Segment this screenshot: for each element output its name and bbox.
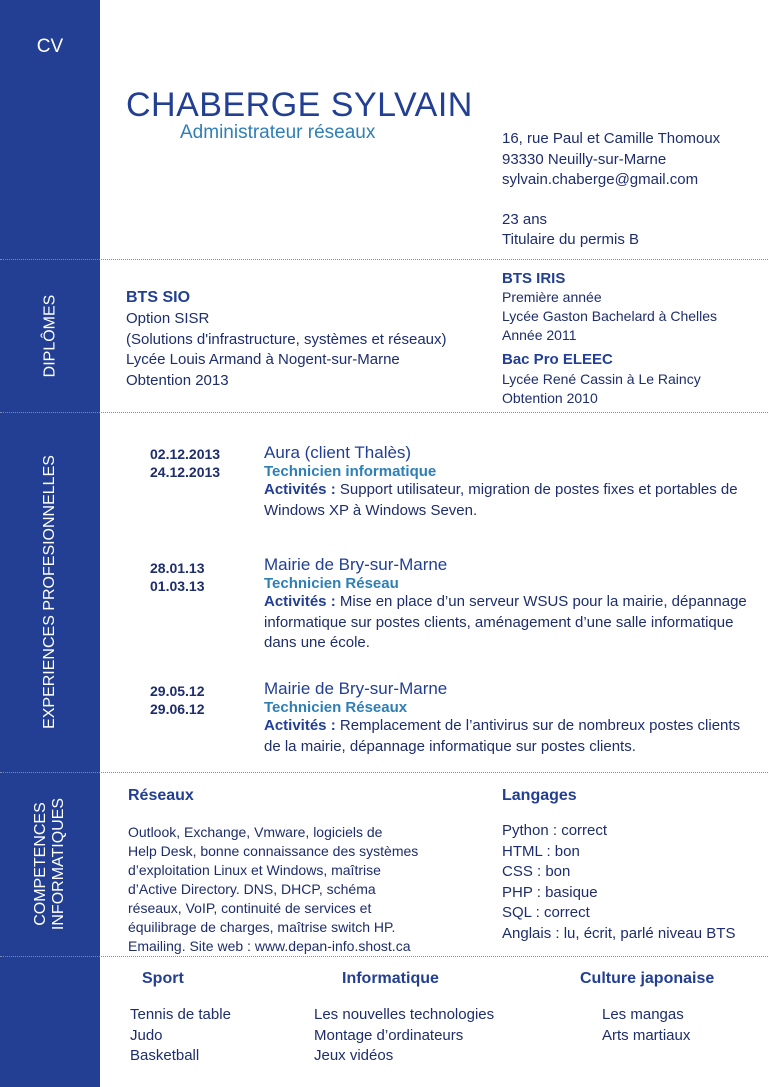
section-divider bbox=[0, 956, 768, 957]
experience-item bbox=[264, 555, 754, 654]
experience-company: Mairie de Bry-sur-Marne bbox=[264, 555, 448, 574]
diploma-title: Bac Pro ELEEC bbox=[502, 351, 613, 368]
interest-title: Sport bbox=[142, 970, 184, 987]
section-label-competences bbox=[0, 772, 100, 956]
diploma-bac-pro bbox=[502, 351, 701, 408]
age: 23 ans bbox=[502, 210, 548, 228]
skills-languages bbox=[502, 787, 735, 944]
skills-language-line: Anglais : lu, écrit, parlé niveau BTS bbox=[502, 924, 736, 942]
interest-list bbox=[130, 1005, 231, 1067]
experience-dates bbox=[150, 445, 220, 481]
diploma-line: Lycée Gaston Bachelard à Chelles bbox=[502, 308, 718, 324]
interest-item: Basketball bbox=[130, 1047, 200, 1064]
section-label-competences-text bbox=[32, 798, 68, 930]
skills-language-line: Python : correct bbox=[502, 822, 608, 839]
experience-role: Technicien informatique bbox=[264, 463, 437, 480]
interest-title: Informatique bbox=[342, 970, 439, 987]
activities-label: Activités : bbox=[264, 717, 336, 734]
section-label-experiences-text: EXPERIENCES PROFESIONNELLES bbox=[41, 455, 59, 729]
cv-label: CV bbox=[36, 36, 64, 57]
driving-license: Titulaire du permis B bbox=[502, 231, 639, 248]
interest-item: Montage d’ordinateurs bbox=[314, 1026, 464, 1044]
job-title: Administrateur réseaux bbox=[180, 122, 376, 143]
activities-text: Mise en place d’un serveur WSUS pour la mairie, dépannage informatique sur postes clients, aménagement d’une salle informatique dans une école. bbox=[264, 593, 747, 651]
section-divider bbox=[0, 772, 768, 773]
diploma-line: Lycée René Cassin à Le Raincy bbox=[502, 371, 701, 387]
skills-network-line: réseaux, VoIP, continuité de services et bbox=[128, 900, 372, 916]
interest-item: Arts martiaux bbox=[602, 1026, 691, 1044]
sidebar bbox=[0, 0, 100, 1087]
skills-language-line: CSS : bon bbox=[502, 863, 571, 880]
diploma-title: BTS IRIS bbox=[502, 270, 566, 287]
diploma-title: BTS SIO bbox=[126, 289, 191, 306]
experience-dates bbox=[150, 559, 205, 595]
section-label-diplomes-text: DIPLÔMES bbox=[41, 294, 58, 378]
experience-date-end: 24.12.2013 bbox=[150, 464, 221, 480]
diploma-bts-iris bbox=[502, 270, 717, 345]
interest-item: Les nouvelles technologies bbox=[314, 1006, 495, 1023]
activities-text: Support utilisateur, migration de postes fixes et portables de Windows XP à Windows Seven. bbox=[264, 481, 738, 519]
skills-network-list bbox=[128, 823, 418, 956]
section-divider bbox=[0, 259, 768, 260]
skills-language-line: HTML : bon bbox=[502, 842, 580, 860]
activities-label: Activités : bbox=[264, 481, 336, 498]
skills-network bbox=[128, 787, 418, 956]
interest-informatique bbox=[314, 970, 494, 1067]
skills-network-line: Help Desk, bonne connaissance des systèmes bbox=[128, 843, 419, 859]
skills-network-line: Emailing. Site web : www.depan-info.shost.ca bbox=[128, 938, 411, 954]
diploma-line: Année 2011 bbox=[502, 327, 577, 343]
experience-date-start: 29.05.12 bbox=[150, 683, 205, 699]
section-divider bbox=[0, 412, 768, 413]
interest-culture bbox=[580, 970, 714, 1046]
interest-item: Jeux vidéos bbox=[314, 1047, 394, 1064]
section-label-experiences bbox=[0, 412, 100, 772]
interest-item: Les mangas bbox=[602, 1006, 684, 1023]
experience-date-end: 01.03.13 bbox=[150, 578, 205, 594]
skills-network-line: d’Active Directory. DNS, DHCP, schéma bbox=[128, 881, 376, 897]
experience-item bbox=[264, 679, 754, 757]
experience-activities bbox=[264, 592, 754, 654]
skills-network-title: Réseaux bbox=[128, 787, 194, 804]
experience-role: Technicien Réseau bbox=[264, 575, 399, 592]
interest-list bbox=[602, 1005, 714, 1046]
experience-company: Aura (client Thalès) bbox=[264, 443, 412, 462]
interest-title: Culture japonaise bbox=[580, 970, 715, 987]
interest-sport bbox=[130, 970, 231, 1067]
experience-date-start: 28.01.13 bbox=[150, 560, 205, 576]
diploma-line: Première année bbox=[502, 289, 602, 305]
section-label-diplomes bbox=[0, 260, 100, 412]
experience-item bbox=[264, 443, 754, 521]
diploma-bts-sio bbox=[126, 289, 447, 391]
diploma-line: Obtention 2010 bbox=[502, 390, 598, 406]
experience-activities bbox=[264, 716, 754, 757]
skills-language-line: SQL : correct bbox=[502, 904, 590, 921]
section-label-competences-line2: INFORMATIQUES bbox=[50, 797, 67, 931]
experience-dates bbox=[150, 682, 205, 718]
interest-item: Tennis de table bbox=[130, 1006, 231, 1023]
skills-languages-list bbox=[502, 821, 735, 944]
address-line-2: 93330 Neuilly-sur-Marne bbox=[502, 150, 667, 168]
activities-label: Activités : bbox=[264, 593, 336, 610]
skills-languages-title: Langages bbox=[502, 787, 577, 804]
interest-item: Judo bbox=[130, 1026, 163, 1044]
diploma-line: Option SISR bbox=[126, 310, 210, 327]
skills-network-line: Outlook, Exchange, Vmware, logiciels de bbox=[128, 824, 383, 840]
diploma-line: Lycée Louis Armand à Nogent-sur-Marne bbox=[126, 351, 400, 368]
email[interactable]: sylvain.chaberge@gmail.com bbox=[502, 171, 699, 188]
experience-date-end: 29.06.12 bbox=[150, 701, 205, 717]
skills-language-line: PHP : basique bbox=[502, 883, 598, 901]
experience-company: Mairie de Bry-sur-Marne bbox=[264, 679, 448, 698]
skills-network-line: d’exploitation Linux et Windows, maîtrise bbox=[128, 862, 381, 878]
diploma-line: (Solutions d'infrastructure, systèmes et réseaux) bbox=[126, 330, 447, 348]
section-label-competences-line1: COMPETENCES bbox=[32, 802, 49, 926]
interest-list bbox=[314, 1005, 494, 1067]
experience-role: Technicien Réseaux bbox=[264, 699, 408, 716]
address-line-1: 16, rue Paul et Camille Thomoux bbox=[502, 130, 721, 147]
diploma-line: Obtention 2013 bbox=[126, 371, 229, 389]
contact-block bbox=[502, 129, 720, 251]
experience-activities bbox=[264, 480, 754, 521]
candidate-name: CHABERGE SYLVAIN bbox=[126, 86, 473, 124]
skills-network-line: équilibrage de charges, maîtrise switch HP. bbox=[128, 919, 396, 935]
activities-text: Remplacement de l’antivirus sur de nombreux postes clients de la mairie, dépannage informatique sur postes clients. bbox=[264, 717, 741, 755]
experience-date-start: 02.12.2013 bbox=[150, 446, 221, 462]
